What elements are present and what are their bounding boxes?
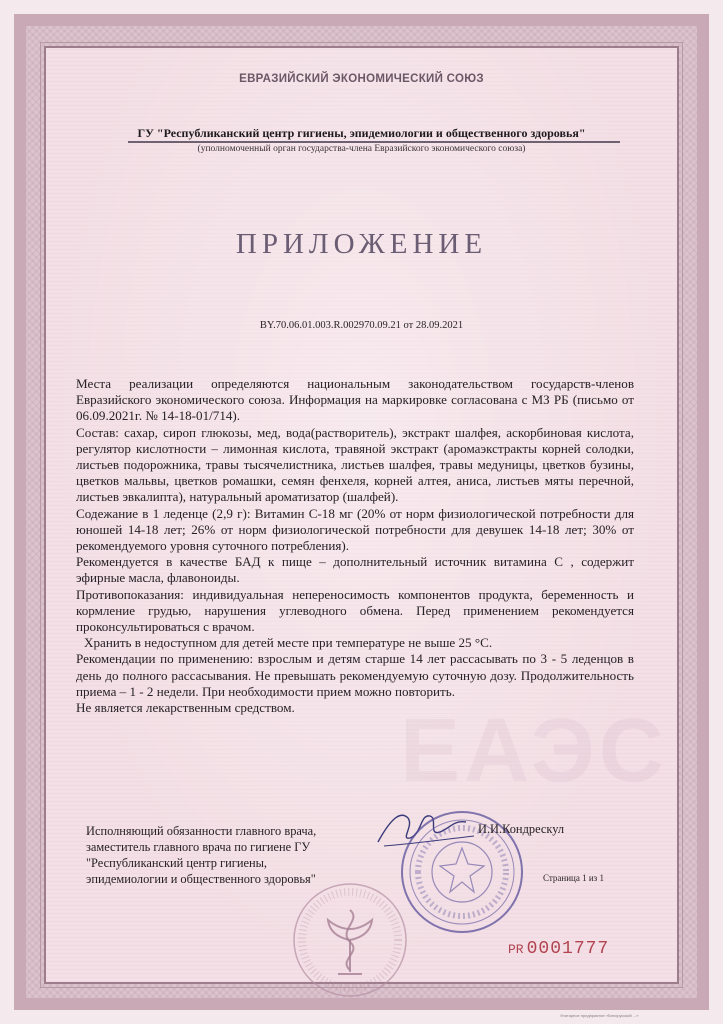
signer-position — [86, 823, 386, 887]
serial-digits: 0001777 — [526, 939, 610, 959]
paragraph-storage: Хранить в недоступном для детей месте при температуре не выше 25 °С. — [84, 635, 493, 651]
page-count: Страница 1 из 1 — [543, 873, 604, 883]
page-title: ПРИЛОЖЕНИЕ — [235, 228, 488, 260]
signer-position-line: эпидемиологии и общественного здоровья" — [86, 872, 316, 886]
paragraph-usage: Рекомендации по применению: взрослым и детям старше 14 лет рассасывать по 3 - 5 леденцов в день до полного рассасывания. Не превышать рекомендуемую суточную дозу. Продолжительность приема – 1 - 2 недели. При необходимости прием можно повторить. — [76, 651, 634, 699]
paragraph-sale-places: Места реализации определяются национальным законодательством государств-членов Евразийского экономического союза. Информация на маркировке согласована с МЗ РБ (письмо от 06.09.2021г. № 14-18-01/714). — [76, 376, 634, 424]
organization-note: (уполномоченный орган государства-члена Евразийского экономического союза) — [197, 144, 526, 154]
signer-position-line: заместитель главного врача по гигиене ГУ — [86, 840, 311, 854]
organization-underline — [128, 141, 620, 143]
printer-fine-print: Унитарное предприятие «Белорусский ...» — [560, 1013, 639, 1018]
paragraph-not-medicine: Не является лекарственным средством. — [76, 700, 295, 716]
serial-number — [508, 939, 609, 959]
signer-name: И.И.Кондрескул — [478, 822, 565, 836]
watermark: ЕАЭС — [400, 701, 668, 801]
paragraph-contraindications: Противопоказания: индивидуальная непереносимость компонентов продукта, беременность и кормление грудью, нарушения углеводного обмена. Перед применением рекомендуется проконсультироваться с врачом. — [76, 586, 634, 635]
signer-position-line: Исполняющий обязанности главного врача, — [86, 824, 317, 838]
paragraph-recommendation: Рекомендуется в качестве БАД к пище – дополнительный источник витамина С , содержит эфирные масла, флавоноиды. — [76, 554, 634, 586]
certificate-number: BY.70.06.01.003.R.002970.09.21 от 28.09.2021 — [259, 320, 464, 331]
organization-name: ГУ "Республиканский центр гигиены, эпидемиологии и общественного здоровья" — [137, 126, 586, 140]
serial-prefix: PR — [508, 942, 524, 957]
document-body — [76, 376, 634, 716]
paragraph-composition: Состав: сахар, сироп глюкозы, мед, вода(растворитель), экстракт шалфея, аскорбиновая кислота, регулятор кислотности – лимонная кислота, травяной экстракт (аромаэкстракты корней солодки, листьев подорожника, травы тысячелистника, листьев шалфея, травы медуницы, цветков бузины, цветков мальвы, цветков ромашки, семян фенхеля, корней алтея, аниса, листьев мяты перечной, листьев эвкалипта), натуральный ароматизатор (шалфей). — [76, 424, 634, 505]
union-header: ЕВРАЗИЙСКИЙ ЭКОНОМИЧЕСКИЙ СОЮЗ — [239, 73, 484, 85]
bowl-snake-emblem-icon — [290, 880, 410, 1000]
paragraph-content: Содежание в 1 леденце (2,9 г): Витамин С-18 мг (20% от норм физиологической потребности для юношей 14-18 лет; 26% от норм физиологической потребности для девушек 14-18 лет; 30% от рекомендуемого уровня суточного потребления). — [76, 505, 634, 554]
signer-position-line: "Республиканский центр гигиены, — [86, 856, 268, 870]
